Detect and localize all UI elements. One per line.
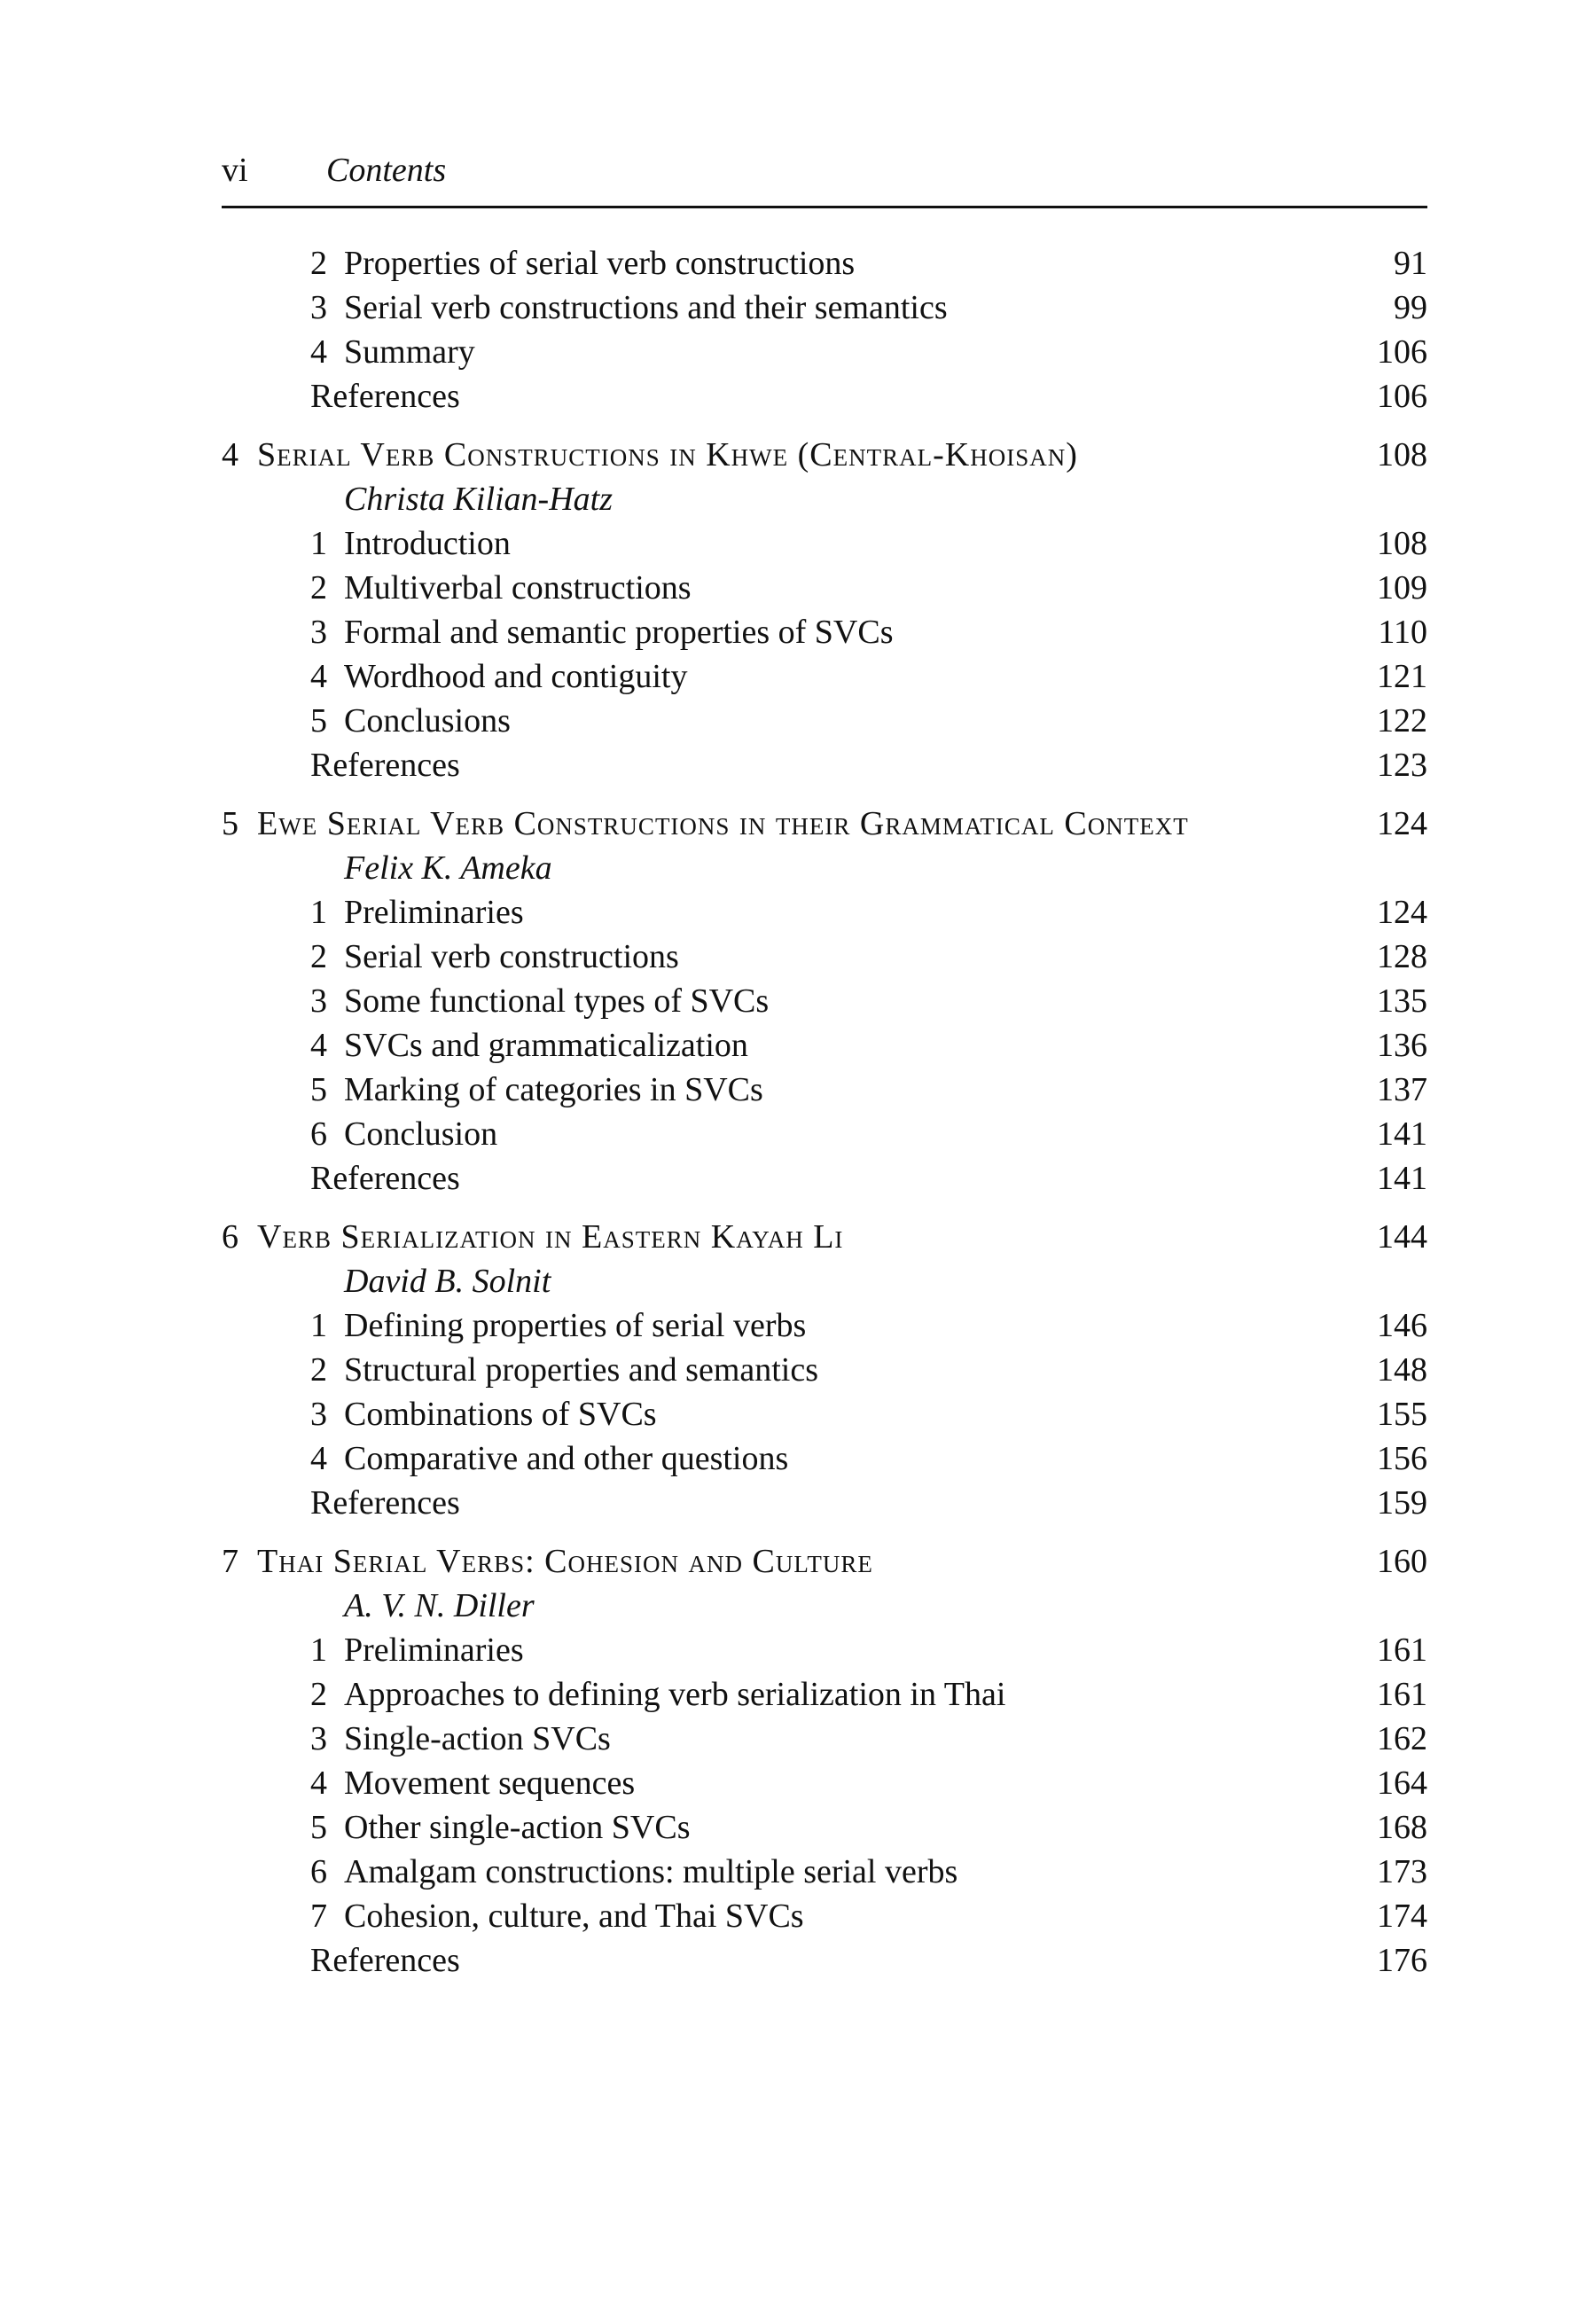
toc-page-number: 159 (1377, 1484, 1427, 1522)
toc-section-entry (222, 286, 1427, 330)
toc-entry-number: 5 (310, 702, 327, 739)
toc-entry-number: 6 (310, 1853, 327, 1890)
toc-section-entry (222, 330, 1427, 374)
toc-section-entry (222, 1761, 1427, 1805)
toc-entry-title: Structural properties and semantics (344, 1351, 819, 1389)
toc-entry-number: 1 (310, 1307, 327, 1344)
toc-section-entry (222, 1023, 1427, 1068)
toc-section-entry (222, 1717, 1427, 1761)
toc-author-name: Christa Kilian-Hatz (344, 481, 613, 518)
toc-entry-title: Combinations of SVCs (344, 1396, 657, 1433)
toc-chapter-entry (222, 1215, 1427, 1259)
toc-entry-title: Other single-action SVCs (344, 1809, 691, 1846)
toc-entry-title: Marking of categories in SVCs (344, 1071, 763, 1108)
toc-entry-title: Ewe Serial Verb Constructions in their Grammatical Context (257, 805, 1189, 842)
toc-page-number: 162 (1377, 1720, 1427, 1757)
toc-page-number: 106 (1377, 333, 1427, 371)
toc-entry-title: Comparative and other questions (344, 1440, 789, 1477)
toc-page-number: 121 (1377, 658, 1427, 695)
toc-page-number: 110 (1378, 614, 1427, 651)
toc-page-number: 144 (1377, 1218, 1427, 1256)
toc-page-number: 168 (1377, 1809, 1427, 1846)
toc-entry-title: Single-action SVCs (344, 1720, 611, 1757)
toc-entry-title: Verb Serialization in Eastern Kayah Li (257, 1218, 844, 1256)
toc-entry-number: 4 (310, 1440, 327, 1477)
toc-entry-number: 3 (310, 614, 327, 651)
toc-entry-number: 2 (310, 569, 327, 606)
page-folio: vi (222, 152, 248, 189)
toc-page-number: 106 (1377, 378, 1427, 415)
toc-page-number: 161 (1377, 1631, 1427, 1669)
toc-entry-title: Preliminaries (344, 894, 524, 931)
toc-page-number: 136 (1377, 1027, 1427, 1064)
toc-ref-entry (222, 1481, 1427, 1525)
toc-section-entry (222, 1068, 1427, 1112)
toc-ref-entry (222, 1156, 1427, 1201)
toc-section-entry (222, 1805, 1427, 1850)
toc-page-number: 91 (1394, 245, 1427, 282)
toc-page-number: 146 (1377, 1307, 1427, 1344)
toc-entry-number: 2 (310, 1351, 327, 1389)
toc-section-entry (222, 1112, 1427, 1156)
toc-page-number: 164 (1377, 1765, 1427, 1802)
toc-author-name: A. V. N. Diller (344, 1587, 535, 1624)
toc-page-number: 148 (1377, 1351, 1427, 1389)
toc-entry-number: 5 (310, 1809, 327, 1846)
toc-author-name: David B. Solnit (344, 1263, 551, 1300)
toc-entry-title: Movement sequences (344, 1765, 636, 1802)
toc-section-entry (222, 1392, 1427, 1436)
toc-entry-title: SVCs and grammaticalization (344, 1027, 748, 1064)
running-title: Contents (326, 152, 447, 189)
toc-entry-title: Conclusion (344, 1115, 498, 1153)
toc-entry-title: Thai Serial Verbs: Cohesion and Culture (257, 1543, 873, 1580)
toc-page-number: 124 (1377, 805, 1427, 842)
toc-entry-number: 5 (222, 805, 238, 842)
toc-section-entry (222, 610, 1427, 654)
toc-entry-number: 2 (310, 1676, 327, 1713)
toc-entry-title: Serial verb constructions and their semantics (344, 289, 948, 326)
toc-entry-title: References (310, 1942, 460, 1979)
toc-entry-number: 7 (222, 1543, 238, 1580)
toc-entry-title: References (310, 1160, 460, 1197)
toc-section-entry (222, 1628, 1427, 1672)
toc-entry-title: Amalgam constructions: multiple serial verbs (344, 1853, 958, 1890)
toc-author-entry (222, 477, 1427, 521)
toc-entry-number: 3 (310, 1720, 327, 1757)
toc-entry-title: Introduction (344, 525, 511, 562)
toc-section-entry (222, 654, 1427, 699)
toc-section-entry (222, 1672, 1427, 1717)
toc-chapter-entry (222, 433, 1427, 477)
toc-chapter-entry (222, 802, 1427, 846)
toc-entry-title: Wordhood and contiguity (344, 658, 688, 695)
toc-entry-title: Multiverbal constructions (344, 569, 692, 606)
toc-section-entry (222, 1894, 1427, 1938)
toc-entry-number: 3 (310, 982, 327, 1020)
toc-page-number: 99 (1394, 289, 1427, 326)
toc-page-number: 109 (1377, 569, 1427, 606)
toc-entry-title: Some functional types of SVCs (344, 982, 770, 1020)
toc-author-name: Felix K. Ameka (344, 849, 552, 887)
toc-entry-number: 2 (310, 245, 327, 282)
toc-entry-number: 4 (310, 1765, 327, 1802)
toc-page-number: 108 (1377, 525, 1427, 562)
toc-entry-number: 4 (310, 658, 327, 695)
toc-page-number: 173 (1377, 1853, 1427, 1890)
toc-entry-title: Properties of serial verb constructions (344, 245, 856, 282)
toc-entry-number: 4 (222, 436, 238, 473)
toc-entry-title: References (310, 1484, 460, 1522)
toc-section-entry (222, 890, 1427, 935)
toc-entry-title: Defining properties of serial verbs (344, 1307, 807, 1344)
toc-page-number: 137 (1377, 1071, 1427, 1108)
toc-entry-title: Cohesion, culture, and Thai SVCs (344, 1898, 804, 1935)
toc-entry-number: 4 (310, 333, 327, 371)
toc-section-entry (222, 566, 1427, 610)
toc-page-number: 160 (1377, 1543, 1427, 1580)
toc-entry-title: Serial verb constructions (344, 938, 679, 975)
toc-section-entry (222, 1303, 1427, 1348)
toc-entry-title: References (310, 378, 460, 415)
toc-page-number: 155 (1377, 1396, 1427, 1433)
toc-entry-number: 7 (310, 1898, 327, 1935)
toc-author-entry (222, 1259, 1427, 1303)
toc-page-number: 156 (1377, 1440, 1427, 1477)
toc-page-number: 128 (1377, 938, 1427, 975)
toc-entry-number: 4 (310, 1027, 327, 1064)
toc-page-number: 174 (1377, 1898, 1427, 1935)
toc-page-number: 135 (1377, 982, 1427, 1020)
toc-entry-number: 6 (310, 1115, 327, 1153)
toc-section-entry (222, 1436, 1427, 1481)
toc-page-number: 141 (1377, 1160, 1427, 1197)
toc-chapter-entry (222, 1539, 1427, 1584)
toc-section-entry (222, 935, 1427, 979)
toc-entry-title: Summary (344, 333, 475, 371)
toc-section-entry (222, 1348, 1427, 1392)
toc-entry-number: 3 (310, 1396, 327, 1433)
toc-section-entry (222, 979, 1427, 1023)
toc-section-entry (222, 1850, 1427, 1894)
toc-ref-entry (222, 743, 1427, 787)
toc-entry-number: 1 (310, 1631, 327, 1669)
running-header (222, 149, 1427, 208)
toc-entry-title: Preliminaries (344, 1631, 524, 1669)
toc-entry-number: 5 (310, 1071, 327, 1108)
toc-author-entry (222, 1584, 1427, 1628)
toc-page-number: 124 (1377, 894, 1427, 931)
toc-ref-entry (222, 1938, 1427, 1983)
toc-entry-number: 1 (310, 894, 327, 931)
toc-page-number: 141 (1377, 1115, 1427, 1153)
toc-entry-title: Conclusions (344, 702, 511, 739)
toc-page-number: 161 (1377, 1676, 1427, 1713)
toc-section-entry (222, 699, 1427, 743)
toc-entry-title: Serial Verb Constructions in Khwe (Central-Khoisan) (257, 436, 1078, 473)
toc-page-number: 122 (1377, 702, 1427, 739)
toc-entry-number: 2 (310, 938, 327, 975)
toc-ref-entry (222, 374, 1427, 419)
toc-entry-title: Formal and semantic properties of SVCs (344, 614, 894, 651)
toc-section-entry (222, 241, 1427, 286)
toc-entry-title: References (310, 747, 460, 784)
toc-entry-title: Approaches to defining verb serialization in Thai (344, 1676, 1006, 1713)
toc-entry-number: 1 (310, 525, 327, 562)
toc-page-number: 108 (1377, 436, 1427, 473)
toc-page-number: 123 (1377, 747, 1427, 784)
toc-page-number: 176 (1377, 1942, 1427, 1979)
toc-section-entry (222, 521, 1427, 566)
toc-entry-number: 6 (222, 1218, 238, 1256)
toc-entry-number: 3 (310, 289, 327, 326)
toc-author-entry (222, 846, 1427, 890)
